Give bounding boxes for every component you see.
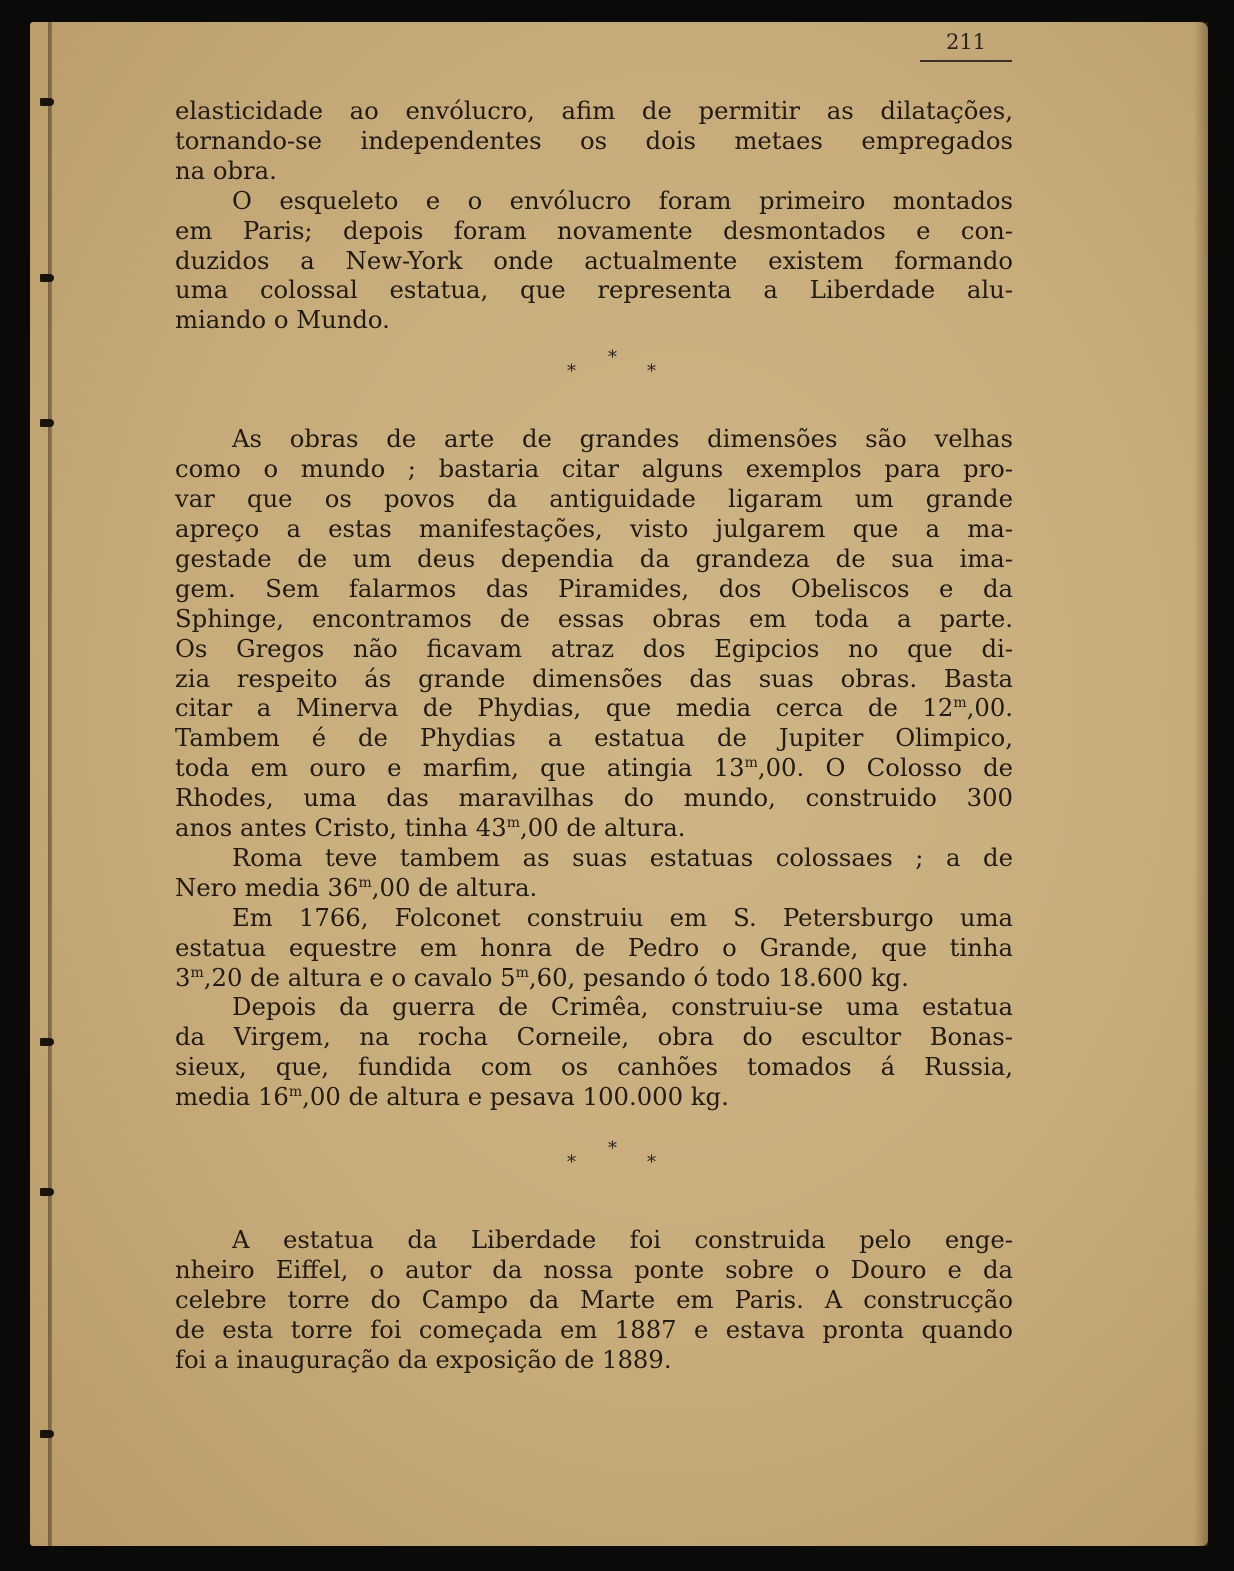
paragraph <box>175 903 1013 993</box>
text-line: de esta torre foi começada em 1887 e estava pronta quando <box>175 1314 1013 1344</box>
paragraph <box>175 96 1013 186</box>
text-line: foi a inauguração da exposição de 1889. <box>175 1344 672 1374</box>
asterism-star: * <box>647 1152 656 1174</box>
text-line: anos antes Cristo, tinha 43$^m$,00 de altura. <box>175 813 686 843</box>
text-line: gestade de um deus dependia da grandeza de sua ima- <box>175 543 1013 573</box>
text-line: uma colossal estatua, que representa a Liberdade alu- <box>175 275 1013 305</box>
binding-tack <box>40 419 54 427</box>
paragraph <box>175 1225 1013 1375</box>
text-line: Em 1766, Folconet construiu em S. Petersburgo uma <box>232 902 1013 932</box>
text-line: Roma teve tambem as suas estatuas colossaes ; a de <box>232 842 1013 872</box>
page-number: 211 <box>920 30 1012 62</box>
text-line: O esqueleto e o envólucro foram primeiro montados <box>232 185 1013 215</box>
text-line: media 16$^m$,00 de altura e pesava 100.000 kg. <box>175 1082 729 1112</box>
metre-unit-superscript: m <box>744 755 758 772</box>
binding-tack <box>40 274 54 282</box>
binding-tack <box>40 1188 54 1196</box>
text-line: Depois da guerra de Crimêa, construiu-se uma estatua <box>232 992 1013 1022</box>
text-line: Sphinge, encontramos de essas obras em toda a parte. <box>175 603 1013 633</box>
paragraph <box>175 186 1013 336</box>
paragraph <box>175 992 1013 1112</box>
asterism-star: * <box>567 361 576 383</box>
text-line: duzidos a New-York onde actualmente existem formando <box>175 245 1013 275</box>
text-line: Rhodes, uma das maravilhas do mundo, construido 300 <box>175 783 1013 813</box>
metre-unit-superscript: m <box>190 964 204 981</box>
paragraph <box>175 843 1013 903</box>
section-separator <box>175 335 1013 424</box>
metre-unit-superscript: m <box>288 1084 303 1101</box>
text-line: citar a Minerva de Phydias, que media cerca de 12$^m$,00. <box>175 693 1013 723</box>
text-line: miando o Mundo. <box>175 305 390 335</box>
text-line: na obra. <box>175 155 277 185</box>
metre-unit-superscript: m <box>506 814 520 831</box>
text-line: As obras de arte de grandes dimensões são velhas <box>232 424 1013 454</box>
page-edge-shadow <box>1194 22 1208 1546</box>
text-line: gem. Sem falarmos das Piramides, dos Obeliscos e da <box>175 573 1013 603</box>
page-body <box>175 96 1013 1375</box>
metre-unit-superscript: m <box>515 964 529 981</box>
section-separator <box>175 1112 1013 1225</box>
text-line: var que os povos da antiguidade ligaram um grande <box>175 484 1013 514</box>
text-line: sieux, que, fundida com os canhões tomados á Russia, <box>175 1052 1013 1082</box>
text-line: tornando-se independentes os dois metaes empregados <box>175 125 1013 155</box>
binding-edge <box>48 22 52 1546</box>
text-line: celebre torre do Campo da Marte em Paris. A construcção <box>175 1284 1013 1314</box>
text-line: A estatua da Liberdade foi construida pelo enge- <box>232 1225 1013 1255</box>
binding-tack <box>40 1430 54 1438</box>
text-line: nheiro Eiffel, o autor da nossa ponte sobre o Douro e da <box>175 1255 1013 1284</box>
text-line: Nero media 36$^m$,00 de altura. <box>175 872 538 902</box>
asterism-star: * <box>647 361 656 383</box>
asterism-star: * <box>608 347 617 369</box>
text-line: toda em ouro e marfim, que atingia 13$^m$,00. O Colosso de <box>175 753 1014 783</box>
text-line: elasticidade ao envólucro, afim de permitir as dilatações, <box>175 96 1013 125</box>
text-line: Tambem é de Phydias a estatua de Jupiter Olimpico, <box>175 723 1013 753</box>
text-line: 3$^m$,20 de altura e o cavalo 5$^m$,60, pesando ó todo 18.600 kg. <box>175 962 909 992</box>
metre-unit-superscript: m <box>953 695 967 712</box>
text-line: estatua equestre em honra de Pedro o Grande, que tinha <box>175 932 1013 962</box>
binding-tack <box>40 1038 54 1046</box>
text-line: da Virgem, na rocha Corneile, obra do escultor Bonas- <box>175 1022 1013 1052</box>
asterism-star: * <box>608 1138 617 1160</box>
paragraph <box>175 424 1013 843</box>
asterism-star: * <box>567 1152 576 1174</box>
text-line: como o mundo ; bastaria citar alguns exemplos para pro- <box>175 454 1013 484</box>
text-line: apreço a estas manifestações, visto julgarem que a ma- <box>175 513 1013 543</box>
text-line: zia respeito ás grande dimensões das suas obras. Basta <box>175 663 1013 693</box>
binding-tack <box>40 98 54 106</box>
text-line: em Paris; depois foram novamente desmontados e con- <box>175 215 1013 245</box>
text-line: Os Gregos não ficavam atraz dos Egipcios no que di- <box>175 633 1013 663</box>
metre-unit-superscript: m <box>358 874 372 891</box>
